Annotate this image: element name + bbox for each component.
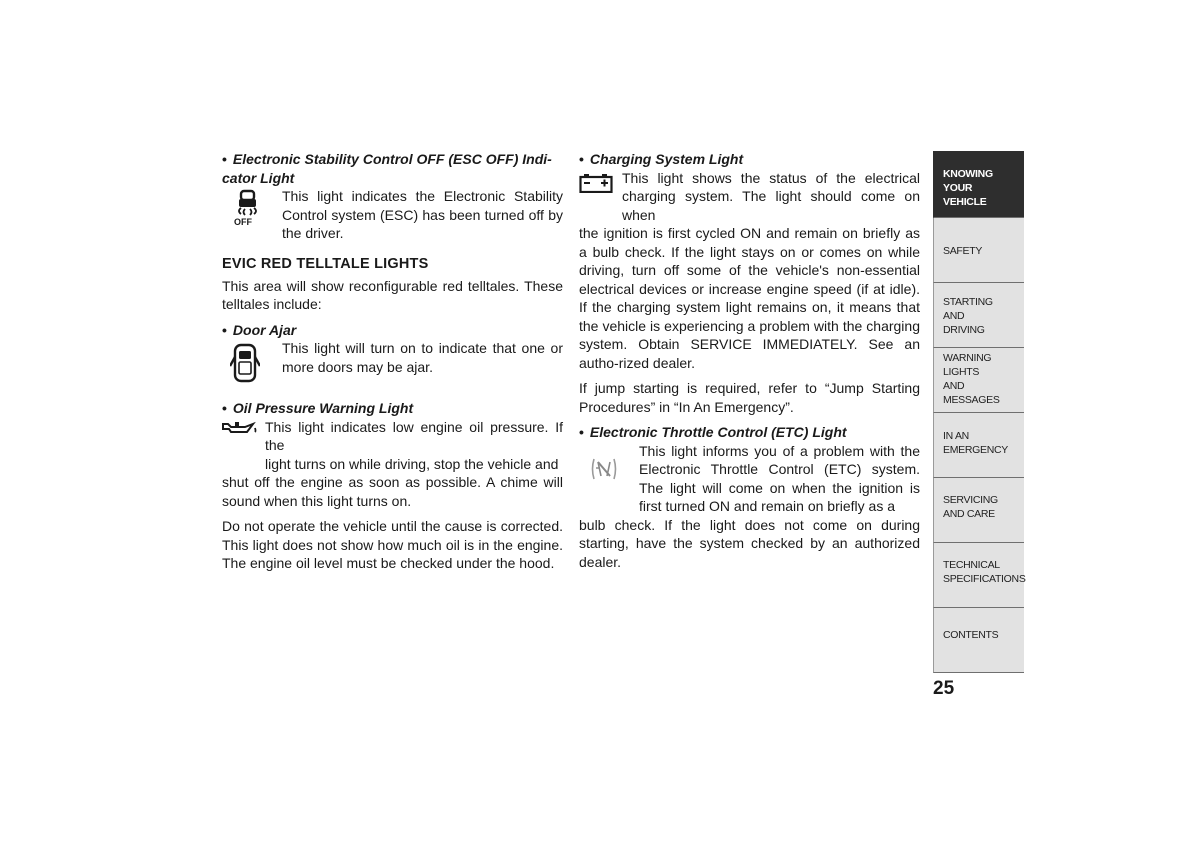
oil-pressure-body-line1: This light indicates low engine oil pressure. If the bbox=[265, 418, 563, 453]
left-column bbox=[222, 150, 563, 573]
bullet-marker: • bbox=[222, 321, 227, 338]
tab-label-line: EMERGENCY bbox=[943, 444, 1008, 456]
charging-body-rest: the ignition is first cycled ON and remain on briefly as a bulb check. If the light stays on or comes on while driving, turn off some of the vehicle's non-essential electrical devices or increase engine speed (if at idle). If the charging system light remains on, it means that the vehicle is experiencing a problem with the charging system. Obtain SERVICE IMMEDIATELY. See an autho-rized dealer. bbox=[579, 225, 920, 371]
oil-pressure-item bbox=[222, 418, 563, 511]
tab-label-line: IN AN bbox=[943, 430, 969, 442]
tab-label-line: VEHICLE bbox=[943, 196, 987, 208]
tab-safety[interactable] bbox=[933, 218, 1024, 283]
tab-starting-and-driving[interactable] bbox=[933, 283, 1024, 348]
tab-label-line: AND bbox=[943, 310, 965, 322]
bullet-marker: • bbox=[579, 424, 584, 440]
esc-title-line1: Electronic Stability Control OFF (ESC OFF) Indi- bbox=[232, 151, 552, 167]
door-ajar-title: Door Ajar bbox=[232, 321, 297, 338]
oil-warning-paragraph: Do not operate the vehicle until the cause is corrected. This light does not show how much oil is in the engine. The engine oil level must be checked under the hood. bbox=[222, 518, 563, 571]
tab-in-an-emergency[interactable] bbox=[933, 413, 1024, 478]
tab-knowing-your-vehicle[interactable] bbox=[933, 151, 1024, 218]
esc-off-item bbox=[222, 187, 563, 243]
charging-item bbox=[579, 169, 920, 373]
etc-heading bbox=[579, 423, 920, 442]
etc-title: Electronic Throttle Control (ETC) Light bbox=[589, 424, 847, 440]
tab-label-line: LIGHTS bbox=[943, 366, 980, 378]
tab-label-line: SPECIFICATIONS bbox=[943, 573, 1026, 585]
jump-start-paragraph: If jump starting is required, refer to “Jump Starting Procedures” in “In An Emergency”. bbox=[579, 380, 920, 415]
oil-pressure-body-tail: shut off the engine as soon as possible. A chime will sound when this light turns on. bbox=[222, 474, 563, 509]
tab-label-line: DRIVING bbox=[943, 324, 985, 336]
tab-label-line: CONTENTS bbox=[943, 629, 999, 641]
tab-label-line: TECHNICAL bbox=[943, 559, 1000, 571]
tab-label-line: SAFETY bbox=[943, 245, 983, 257]
charging-body-indented: This light shows the status of the electrical charging system. The light should come on when bbox=[622, 169, 920, 223]
charging-title: Charging System Light bbox=[589, 151, 744, 167]
evic-body: This area will show reconfigurable red telltales. These telltales include: bbox=[222, 277, 563, 312]
door-ajar-heading bbox=[222, 321, 563, 340]
bullet-marker: • bbox=[579, 151, 584, 167]
page-number: 25 bbox=[933, 678, 955, 699]
oil-pressure-body-line2: light turns on while driving, stop the vehicle and bbox=[265, 455, 559, 472]
tab-label-line: AND bbox=[943, 380, 965, 392]
tab-servicing-and-care[interactable] bbox=[933, 478, 1024, 543]
charging-heading bbox=[579, 150, 920, 169]
esc-icon-label: OFF bbox=[234, 217, 252, 227]
esc-off-icon bbox=[232, 189, 262, 232]
oil-pressure-heading bbox=[222, 399, 563, 418]
tab-label-line: AND CARE bbox=[943, 508, 995, 520]
tab-label-line: KNOWING bbox=[943, 168, 993, 180]
throttle-control-icon bbox=[591, 456, 617, 487]
tab-label-line: YOUR bbox=[943, 182, 973, 194]
tab-label-line: SERVICING bbox=[943, 494, 998, 506]
tab-warning-lights-and-messages[interactable] bbox=[933, 348, 1024, 413]
tab-label-line: WARNING bbox=[943, 352, 992, 364]
section-tabs bbox=[933, 151, 1024, 673]
tab-technical-specifications[interactable] bbox=[933, 543, 1024, 608]
door-ajar-item bbox=[222, 339, 563, 399]
oil-pressure-title: Oil Pressure Warning Light bbox=[232, 400, 414, 416]
battery-icon bbox=[579, 173, 613, 198]
bullet-marker: • bbox=[222, 400, 227, 416]
tab-contents[interactable] bbox=[933, 608, 1024, 673]
door-ajar-body: This light will turn on to indicate that one or more doors may be ajar. bbox=[282, 340, 563, 375]
esc-off-heading bbox=[222, 150, 563, 187]
esc-title-line2: cator Light bbox=[222, 169, 295, 186]
tab-label-line: STARTING bbox=[943, 296, 993, 308]
oil-pressure-icon bbox=[222, 421, 258, 440]
door-ajar-icon bbox=[230, 342, 260, 389]
etc-body-indented: This light informs you of a problem with the Electronic Throttle Control (ETC) system. The light will come on when the ignition is first turned ON and remain on briefly as a bbox=[639, 442, 920, 514]
esc-off-body: This light indicates the Electronic Stability Control system (ESC) has been turned off by the driver. bbox=[282, 188, 563, 241]
etc-body-rest: bulb check. If the light does not come on during starting, have the system checked by an authorized dealer. bbox=[579, 516, 920, 570]
tab-label-line: MESSAGES bbox=[943, 394, 1000, 406]
right-column bbox=[579, 150, 920, 571]
bullet-marker: • bbox=[222, 151, 227, 167]
etc-item bbox=[579, 442, 920, 572]
evic-heading: EVIC RED TELLTALE LIGHTS bbox=[222, 256, 429, 272]
